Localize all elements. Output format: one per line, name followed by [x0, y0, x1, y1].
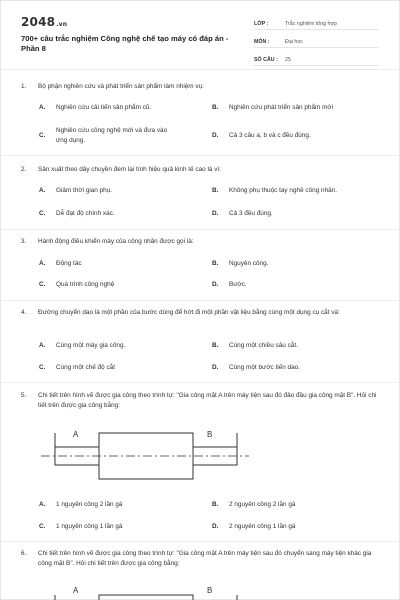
option-letter: C. [39, 523, 46, 530]
option-text: Nguyên công. [229, 260, 269, 267]
question-number: 1. [21, 83, 27, 90]
option-letter: A. [39, 260, 46, 267]
option-d[interactable] [212, 209, 273, 219]
question-text: Đường chuyển dao là một phần của bước dùng để hớt đi một phần vật liệu bằng cùng một dụng cụ cắt và: [38, 309, 340, 316]
option-a[interactable] [39, 186, 112, 196]
question-text: Chi tiết trên hình vẽ được gia công theo trình tự: "Gia công mặt A trên máy tiện sau đó đảo đầu gia công mặt B". Hỏi chi tiết trên được gia công bằng: [38, 392, 377, 409]
option-text: Cùng một bước tiến dao. [229, 364, 300, 371]
option-letter: D. [212, 210, 219, 217]
option-text: 2 nguyên công 2 lần gá [229, 501, 296, 508]
option-text: Động tác [56, 260, 82, 267]
option-text: Giảm thời gian phụ. [56, 187, 113, 194]
option-a[interactable] [39, 341, 125, 351]
question-divider [1, 541, 400, 542]
question-text: Hành động điều khiển máy của công nhân được gọi là: [38, 238, 194, 245]
figure-label-a: A [73, 430, 79, 439]
option-text: Không phụ thuộc tay nghề công nhân. [229, 187, 338, 194]
meta-row-count [254, 52, 379, 66]
meta-value: Trắc nghiệm tổng hợp [285, 21, 337, 27]
option-b[interactable] [212, 186, 337, 196]
option-letter: D. [212, 364, 219, 371]
option-c[interactable] [39, 522, 122, 532]
meta-value: 25 [285, 57, 291, 63]
option-text: Cả 3 đều đúng. [229, 210, 273, 217]
meta-info [254, 16, 379, 70]
option-text: 1 nguyên công 2 lần gá [56, 501, 123, 508]
question-number: 6. [21, 550, 27, 557]
option-letter: C. [39, 364, 46, 371]
option-a[interactable] [39, 259, 82, 269]
question-divider [1, 300, 400, 301]
option-text: 1 nguyên công 1 lần gá [56, 523, 123, 530]
option-c[interactable] [39, 280, 114, 290]
site-logo[interactable] [21, 15, 67, 29]
option-letter: A. [39, 187, 46, 194]
option-a[interactable] [39, 500, 122, 510]
option-letter: B. [212, 501, 219, 508]
option-letter: A. [39, 104, 46, 111]
option-a[interactable] [39, 103, 151, 113]
option-letter: A. [39, 342, 46, 349]
question-number: 4. [21, 309, 27, 316]
option-text: Dễ đạt độ chính xác. [56, 210, 115, 217]
meta-label: LỚP : [254, 21, 269, 27]
option-c[interactable] [39, 363, 115, 373]
meta-row-class [254, 16, 379, 30]
logo-main: 2048 [21, 15, 56, 29]
figure-label-b: B [207, 586, 213, 595]
option-text: Quá trình công nghệ [56, 281, 115, 288]
question-number: 3. [21, 238, 27, 245]
option-d[interactable] [212, 522, 295, 532]
option-text: Bước. [229, 281, 247, 288]
option-b[interactable] [212, 259, 268, 269]
document-title: 700+ câu trắc nghiệm Công nghệ chế tạo máy có đáp án - Phần 8 [21, 34, 229, 53]
option-text: Cả 3 câu a, b và c đều đúng. [229, 132, 311, 139]
shaft-figure [41, 425, 249, 493]
shaft-figure-partial [41, 581, 249, 600]
option-text: Cùng một chiều sâu cắt. [229, 342, 298, 349]
option-letter: D. [212, 281, 219, 288]
question-divider [1, 155, 400, 156]
meta-label: MÔN : [254, 39, 270, 45]
option-letter: B. [212, 187, 219, 194]
option-text: 2 nguyên công 1 lần gá [229, 523, 296, 530]
option-b[interactable] [212, 103, 333, 113]
shaft-middle-segment [99, 595, 193, 600]
option-letter: B. [212, 342, 219, 349]
question-number: 5. [21, 392, 27, 399]
meta-row-subject [254, 34, 379, 48]
meta-label: SỐ CÂU : [254, 57, 278, 63]
option-letter: D. [212, 523, 219, 530]
option-letter: B. [212, 104, 219, 111]
option-letter: A. [39, 501, 46, 508]
option-text: Cùng một máy gia công. [56, 342, 126, 349]
question-text: Bộ phận nghiên cứu và phát triển sản phẩm làm nhiệm vụ: [38, 83, 204, 90]
question-text: Sản xuất theo dây chuyền đem lại tính hiệu quả kinh tế cao là vì: [38, 166, 221, 173]
option-c[interactable] [39, 209, 115, 219]
option-letter: D. [212, 132, 219, 139]
option-text: Nghiên cứu phát triển sản phẩm mới [229, 104, 334, 111]
option-text: Nghiên cứu cải tiến sản phẩm cũ. [56, 104, 152, 111]
option-text: Nghiên cứu công nghệ mới và đưa vào ứng dụng. [56, 127, 168, 144]
option-d[interactable] [212, 363, 300, 373]
header-divider [1, 69, 400, 70]
question-text: Chi tiết trên hình vẽ được gia công theo trình tự: "Gia công mặt A trên máy tiện sau đó chuyển sang máy tiện khác gia công mặt B". Hỏi chi tiết trên được gia công bằng: [38, 550, 372, 567]
option-b[interactable] [212, 500, 295, 510]
option-letter: C. [39, 210, 46, 217]
logo-suffix: .vn [56, 21, 68, 28]
question-divider [1, 229, 400, 230]
question-number: 2. [21, 166, 27, 173]
figure-label-b: B [207, 430, 213, 439]
option-d[interactable] [212, 131, 311, 141]
meta-value: Đại học [285, 39, 303, 45]
option-c[interactable] [39, 126, 199, 146]
option-letter: C. [39, 281, 46, 288]
option-text: Cùng một chế độ cắt [56, 364, 115, 371]
option-letter: B. [212, 260, 219, 267]
question-divider [1, 382, 400, 383]
option-letter: C. [39, 132, 46, 139]
option-b[interactable] [212, 341, 298, 351]
option-d[interactable] [212, 280, 247, 290]
figure-label-a: A [73, 586, 79, 595]
